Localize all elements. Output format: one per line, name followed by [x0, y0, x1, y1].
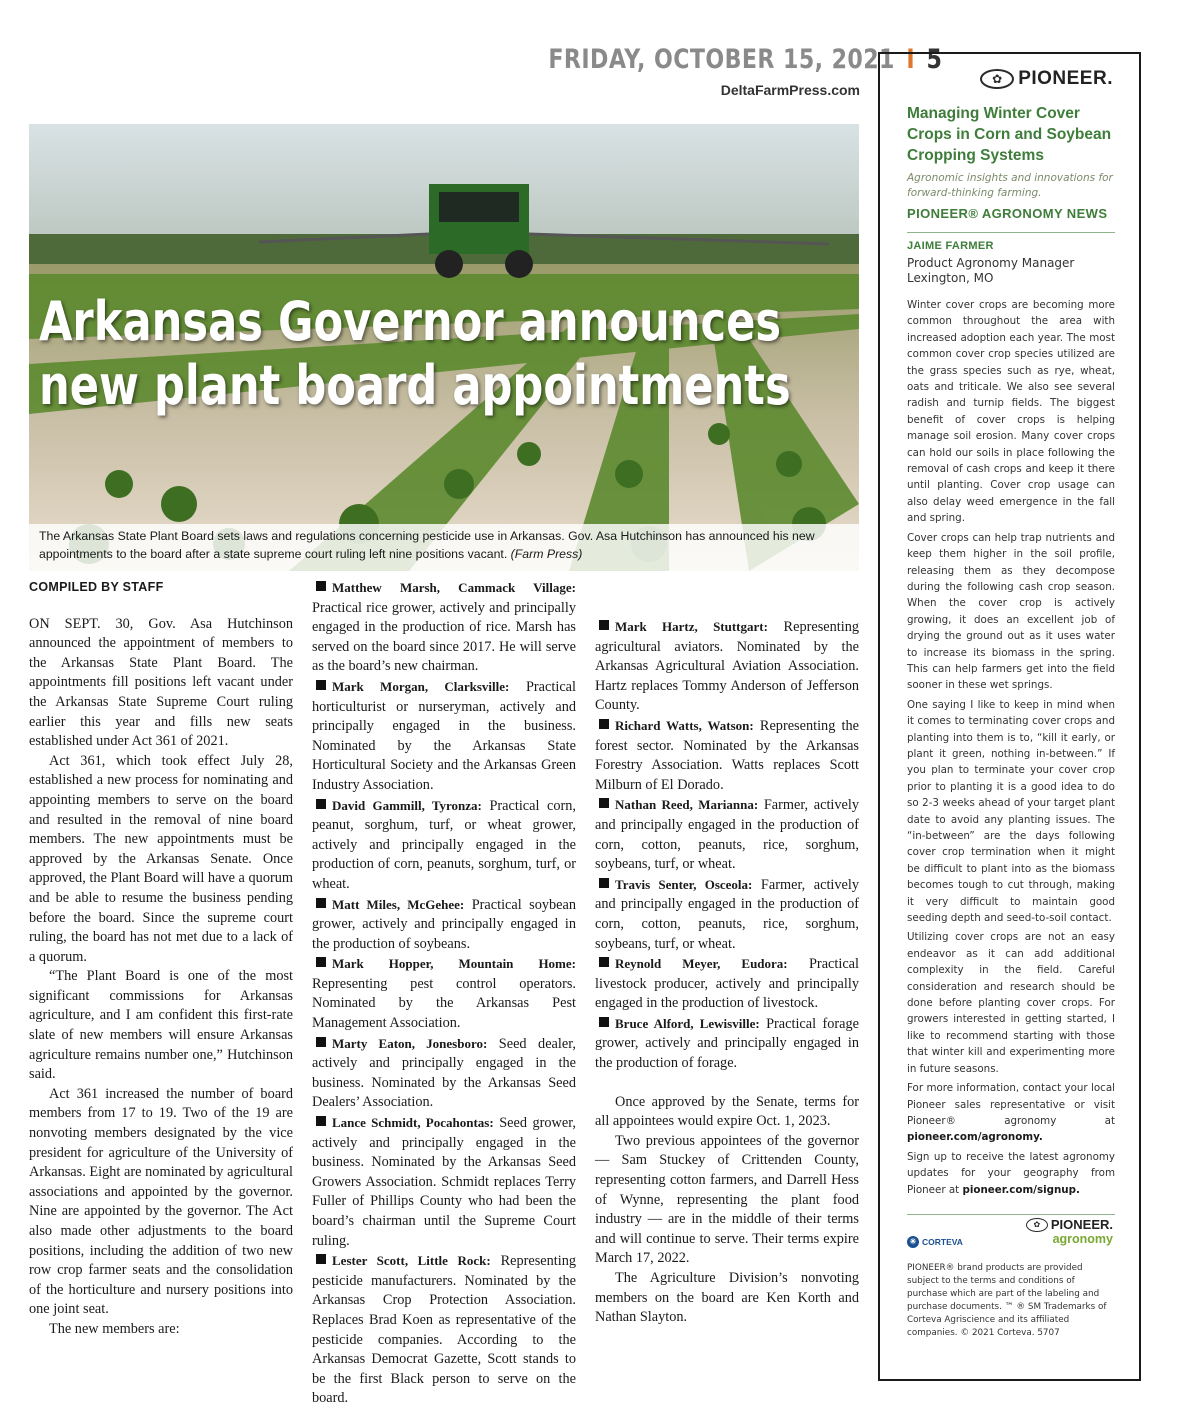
pioneer-agronomy-logo: ✿ PIONEER. agronomy [1026, 1217, 1113, 1246]
header-separator: I [906, 44, 915, 75]
pioneer-emblem-icon: ✿ [1026, 1218, 1048, 1232]
member-entry: Nathan Reed, Marianna: Farmer, actively and principally engaged in the production of corn, cotton, peanuts, rice, sorghum, soybeans, turf, or wheat. [595, 797, 859, 873]
member-entry: Marty Eaton, Jonesboro: Seed dealer, actively and principally engaged in the business. Nominated by the Arkansas Seed Dealers’ Association. [312, 1035, 576, 1111]
paragraph: Once approved by the Senate, terms for all appointees would expire Oct. 1, 2023. [595, 1093, 859, 1130]
agronomy-news-label: PIONEER® AGRONOMY NEWS [907, 206, 1108, 221]
pioneer-emblem-icon: ✿ [980, 69, 1014, 89]
member-entry: Reynold Meyer, Eudora: Practical livestock producer, actively and principally engaged in the production of livestock. [595, 956, 859, 1012]
page-number: 5 [926, 44, 943, 75]
fine-print: PIONEER® brand products are provided subject to the terms and conditions of purchase which are part of the labeling and purchase documents. ™ ® SM Trademarks of Corteva Agriscience and its affiliated companies. © 2021 Corteva. 5707 [907, 1263, 1107, 1338]
agronomy-link[interactable]: pioneer.com/agronomy. [907, 1131, 1043, 1144]
sidebar-body [907, 297, 1115, 1201]
article-column-1 [29, 578, 293, 1340]
bullet-square-icon [599, 957, 609, 967]
pioneer-advertorial [878, 52, 1141, 1381]
paragraph: Cover crops can help trap nutrients and keep them higher in the soil profile, releasing them as they decompose during the following cash crop season. When the cover crop is actively growing, it does an excellent job of drying the ground out as it uses water to increase its biomass in the spring. This can help farmers get into the field sooner in these wet springs. [907, 531, 1115, 692]
paragraph: Act 361, which took effect July 28, established a new process for nominating and appointing members to serve on the board and resulted in the removal of nine board members. The new appointments must be approved by the Arkansas Senate. Once approved, the Plant Board will have a quorum and be able to resume the business pending before the board. Since the supreme court ruling, the board has not met due to a lack of a quorum. [29, 752, 293, 965]
signup-link[interactable]: pioneer.com/signup. [962, 1183, 1080, 1196]
signup-info: Sign up to receive the latest agronomy updates for your geography from Pioneer at pioneer.com/signup. [907, 1150, 1115, 1196]
bullet-square-icon [599, 1017, 609, 1027]
photo-caption: The Arkansas State Plant Board sets laws and regulations concerning pesticide use in Arkansas. Gov. Asa Hutchinson has announced his new appointments to the board after a state supreme court ruling left nine positions vacant. (Farm Press) [29, 524, 859, 571]
bullet-square-icon [316, 799, 326, 809]
bullet-square-icon [316, 581, 326, 591]
paragraph: ON SEPT. 30, Gov. Asa Hutchinson announced the appointment of members to the Arkansas State Plant Board. The appointments fill positions left vacant under the Arkansas State Supreme Court ruling earlier this year and fills new seats established under Act 361 of 2021. [29, 615, 293, 750]
bullet-square-icon [316, 1254, 326, 1264]
issue-date: FRIDAY, OCTOBER 15, 2021 I 5 [548, 44, 943, 75]
more-info: For more information, contact your local Pioneer sales representative or visit Pioneer® agronomy at pioneer.com/agronomy. [907, 1082, 1115, 1144]
paragraph: Utilizing cover crops are not an easy endeavor as it can add additional complexity in the field. Careful consideration and research should be done before planting cover crops. For growers interested in getting started, I like to recommend starting with those that winter kill and experimenting more in future seasons. [907, 931, 1115, 1075]
corteva-logo: ✳ CORTEVA [907, 1236, 963, 1248]
hero-photo [29, 124, 859, 571]
bullet-square-icon [316, 1037, 326, 1047]
sidebar-subtitle: Agronomic insights and innovations for forward-thinking farming. [907, 172, 1113, 199]
photo-credit: (Farm Press) [510, 547, 583, 561]
article-column-3 [595, 617, 859, 1328]
bullet-square-icon [316, 1116, 326, 1126]
paragraph: One saying I like to keep in mind when it comes to terminating cover crops and planting into them is to, “kill it early, or plant it green, nothing in-between.” If you plan to terminate your cover crop prior to planting it is a good idea to do so 2-3 weeks ahead of your target plant date to avoid any planting issues. The “in-between” are the days following cover crop termination when it might be difficult to plant into as the biomass becomes tough to cut through, making it very difficult to maintain good seeding depth and seed-to-soil contact. [907, 698, 1115, 925]
member-entry: Mark Morgan, Clarksville: Practical horticulturist or nurseryman, actively and principally engaged in the business. Nominated by the Arkansas State Horticultural Society and the Arkansas Green Industry Association. [312, 678, 576, 793]
bullet-square-icon [316, 680, 326, 690]
paragraph: “The Plant Board is one of the most significant commissions for Arkansas agriculture, and I am confident this first-rate slate of new members will ensure Arkansas agriculture remains number one,” Hutchinson said. [29, 968, 293, 1083]
paragraph: The new members are: [49, 1320, 180, 1337]
site-name: DeltaFarmPress.com [720, 82, 860, 98]
author-role: Product Agronomy Manager Lexington, MO [907, 256, 1075, 285]
byline: COMPILED BY STAFF [29, 580, 164, 594]
paragraph: The Agriculture Division’s nonvoting members on the board are Ken Korth and Nathan Slayton. [595, 1270, 859, 1326]
member-entry: Bruce Alford, Lewisville: Practical forage grower, actively and principally engaged in the production of forage. [595, 1015, 859, 1072]
author-name: JAIME FARMER [907, 240, 994, 252]
member-entry: Lance Schmidt, Pocahontas: Seed grower, actively and principally engaged in the business. Nominated by the Arkansas Seed Growers Association. Schmidt replaces Terry Fuller of Phillips County who had been the board’s chairman until the Supreme Court ruling. [312, 1115, 576, 1249]
paragraph: Winter cover crops are becoming more common throughout the area with increased adoption each year. The most common cover crop species utilized are the grass species such as rye, wheat, oats and triticale. We also see several radish and turnip fields. The biggest benefit of cover crops is helping manage soil erosion. Many cover crops can hold our soils in place following the removal of cash crops and keep it there until planting. Cover crop usage can also delay weed emergence in the fall and spring. [907, 299, 1115, 525]
pioneer-logo: ✿ PIONEER. [980, 68, 1113, 90]
member-entry: Richard Watts, Watson: Representing the forest sector. Nominated by the Arkansas Forestry Association. Watts replaces Scott Milburn of El Dorado. [595, 717, 859, 793]
paragraph: Two previous appointees of the governor — Sam Stuckey of Crittenden County, representing cotton farmers, and Darrell Hess of Wynne, representing the plant food industry — are in the middle of their terms and will continue to serve. Their terms expire March 17, 2022. [595, 1132, 859, 1267]
member-entry: Mark Hopper, Mountain Home: Representing pest control operators. Nominated by the Arkansas Pest Management Association. [312, 956, 576, 1032]
corteva-emblem-icon: ✳ [907, 1236, 919, 1248]
bullet-square-icon [316, 898, 326, 908]
member-entry: Travis Senter, Osceola: Farmer, actively and principally engaged in the production of corn, cotton, peanuts, rice, sorghum, soybeans, turf, or wheat. [595, 876, 859, 952]
member-entry: Mark Hartz, Stuttgart: Representing agricultural aviators. Nominated by the Arkansas Agricultural Aviation Association. Hartz replaces Tommy Anderson of Jefferson County. [595, 619, 859, 714]
bullet-square-icon [599, 878, 609, 888]
member-entry: Matt Miles, McGehee: Practical soybean grower, actively and principally engaged in the production of soybeans. [312, 896, 576, 952]
bullet-square-icon [316, 957, 326, 967]
paragraph: Act 361 increased the number of board members from 17 to 19. Two of the 19 are nonvoting members designated by the vice president for agriculture of the University of Arkansas. Eight are nominated by agricultural associations and appointed by the governor. Nine are appointed by the governor. The Act also made other adjustments to the board positions, including the addition of two new row crop farmer seats and the consolidation of the horticulture and nursery positions into one joint seat. [29, 1085, 293, 1318]
sidebar-title: Managing Winter Cover Crops in Corn and Soybean Cropping Systems [907, 105, 1112, 164]
bullet-square-icon [599, 719, 609, 729]
member-entry: Matthew Marsh, Cammack Village: Practical rice grower, actively and principally engaged in the production of rice. Marsh has served on the board since 2017. He will serve as the board’s new chairman. [312, 580, 576, 675]
divider [907, 232, 1115, 233]
headline: Arkansas Governor announces new plant board appointments [39, 290, 791, 417]
member-entry: Lester Scott, Little Rock: Representing pesticide manufacturers. Nominated by the Arkansas Crop Protection Association. Replaces Brad Koen as representative of the pesticide companies. According to the Arkansas Democrat Gazette, Scott stands to be the first Black person to serve on the board. [312, 1253, 576, 1407]
divider [907, 1214, 1115, 1215]
bullet-square-icon [599, 620, 609, 630]
member-entry: David Gammill, Tyronza: Practical corn, peanut, sorghum, turf, or wheat grower, actively and principally engaged in the production of corn, peanuts, sorghum, turf, or wheat. [312, 797, 576, 892]
bullet-square-icon [599, 798, 609, 808]
article-column-2 [312, 578, 576, 1409]
